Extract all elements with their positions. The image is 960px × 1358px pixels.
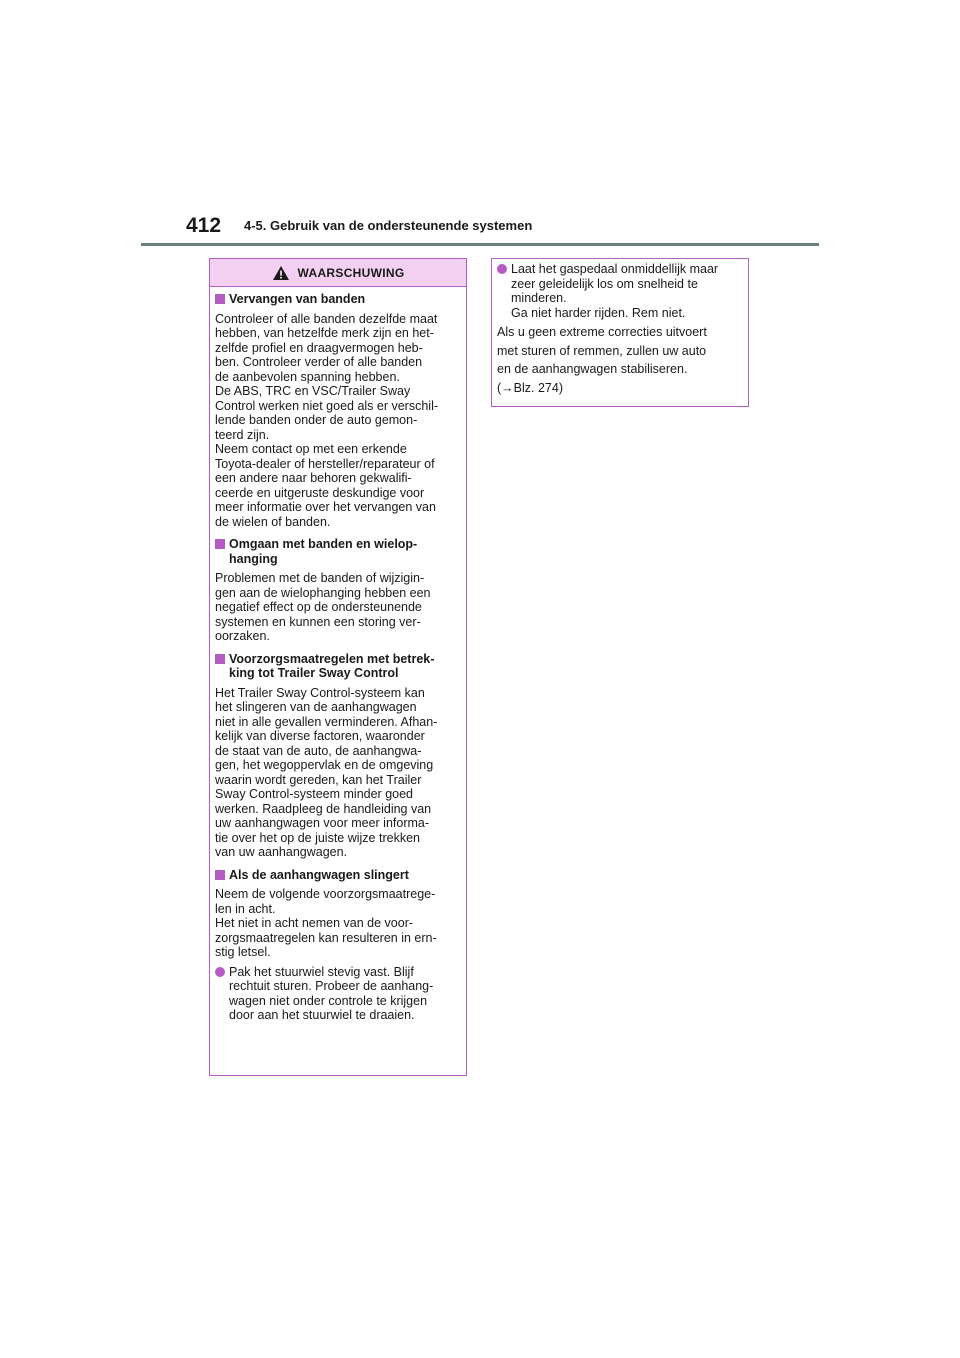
- header-divider: [141, 243, 819, 246]
- text-line: wagen niet onder controle te krijgen: [229, 993, 428, 1008]
- warning-triangle-icon: [272, 265, 290, 281]
- text-line: systemen en kunnen een storing ver-: [215, 614, 421, 629]
- section-body: [215, 887, 461, 960]
- text-line: Problemen met de banden of wijzigin-: [215, 571, 425, 585]
- text-line: Het niet in acht nemen van de voor-: [215, 916, 414, 930]
- round-bullet-icon: [497, 264, 507, 274]
- text-line: negatief effect op de ondersteunende: [215, 600, 422, 614]
- text-line: meer informatie over het vervangen van: [215, 500, 436, 514]
- text-line: Sway Control-systeem minder goed: [215, 787, 413, 801]
- text-line: kelijk van diverse factoren, waaronder: [215, 729, 425, 743]
- square-bullet-icon: [215, 654, 225, 664]
- text-line: de staat van de auto, de aanhangwa-: [215, 743, 422, 758]
- text-line: stig letsel.: [215, 945, 271, 959]
- text-line: minderen.: [511, 291, 567, 305]
- text-line: met sturen of remmen, zullen uw auto: [497, 343, 707, 358]
- text-line: De ABS, TRC en VSC/Trailer Sway: [215, 384, 411, 398]
- text-line: niet in alle gevallen verminderen. Afhan-: [215, 714, 438, 729]
- square-bullet-icon: [215, 870, 225, 880]
- warning-header: [210, 259, 466, 287]
- text-line: Controleer of alle banden dezelfde maat: [215, 311, 438, 326]
- text-line: uw aanhangwagen voor meer informa-: [215, 816, 430, 830]
- bullet-text: [229, 965, 433, 1023]
- section-heading: [215, 537, 461, 566]
- text-line: Pak het stuurwiel stevig vast. Blijf: [229, 964, 414, 979]
- text-line: Laat het gaspedaal onmiddellijk maar: [511, 262, 719, 276]
- section-heading-text: Als de aanhangwagen slingert: [229, 867, 409, 882]
- text-line: tie over het op de juiste wijze trekken: [215, 830, 420, 845]
- chapter-title: 4-5. Gebruik van de ondersteunende systemen: [244, 218, 533, 233]
- text-line: en de aanhangwagen stabiliseren.: [497, 362, 688, 376]
- section-heading: [215, 868, 461, 883]
- section-heading: [215, 292, 461, 307]
- text-line: zeer geleidelijk los om snelheid te: [511, 276, 698, 291]
- section-heading-text: Vervangen van banden: [229, 292, 366, 306]
- text-line: hebben, van hetzelfde merk zijn en het-: [215, 326, 434, 340]
- warning-continuation-box: [491, 258, 749, 407]
- text-line: van uw aanhangwagen.: [215, 845, 348, 859]
- text-line: Ga niet harder rijden. Rem niet.: [511, 305, 686, 320]
- text-line: lende banden onder de auto gemon-: [215, 413, 418, 427]
- heading-line: hanging: [229, 551, 278, 566]
- text-line: Control werken niet goed als er verschil-: [215, 398, 439, 413]
- warning-box: [209, 258, 467, 1076]
- text-line: len in acht.: [215, 901, 276, 916]
- text-line: waarin wordt gereden, kan het Trailer: [215, 772, 422, 787]
- section-heading: [215, 652, 461, 681]
- heading-line: king tot Trailer Sway Control: [229, 666, 399, 680]
- text-line: een andere naar behoren gekwalifi-: [215, 471, 412, 485]
- text-line: Neem de volgende voorzorgsmaatrege-: [215, 887, 436, 901]
- square-bullet-icon: [215, 539, 225, 549]
- text-line: door aan het stuurwiel te draaien.: [229, 1008, 415, 1022]
- page-reference-link[interactable]: (→Blz. 274): [497, 380, 563, 395]
- text-line: oorzaken.: [215, 629, 270, 643]
- page-number: 412: [186, 214, 222, 237]
- text-line: Het Trailer Sway Control-systeem kan: [215, 685, 425, 700]
- text-line: Toyota-dealer of hersteller/reparateur of: [215, 456, 435, 471]
- text-line: Neem contact op met een erkende: [215, 442, 407, 456]
- text-line: het slingeren van de aanhangwagen: [215, 700, 417, 714]
- text-line: Als u geen extreme correcties uitvoert: [497, 325, 707, 339]
- text-line: gen aan de wielophanging hebben een: [215, 585, 431, 600]
- bullet-text: [511, 262, 718, 320]
- text-line: de wielen of banden.: [215, 514, 331, 529]
- text-line: ceerde en uitgeruste deskundige voor: [215, 485, 425, 500]
- text-line: ben. Controleer verder of alle banden: [215, 355, 423, 369]
- warning-title: WAARSCHUWING: [297, 265, 405, 280]
- text-line: de aanbevolen spanning hebben.: [215, 369, 400, 384]
- text-line: rechtuit sturen. Probeer de aanhang-: [229, 979, 434, 993]
- section-body: [215, 686, 461, 860]
- heading-line: Voorzorgsmaatregelen met betrek-: [229, 651, 435, 666]
- section-heading-text: [229, 652, 434, 681]
- text-line: gen, het wegoppervlak en de omgeving: [215, 758, 434, 772]
- section-body: [215, 571, 461, 644]
- text-line: zorgsmaatregelen kan resulteren in ern-: [215, 930, 437, 945]
- warning-body: [210, 287, 466, 1023]
- section-heading-text: [229, 537, 417, 566]
- text-line: zelfde profiel en draagvermogen heb-: [215, 340, 423, 355]
- bullet-item: [497, 262, 743, 320]
- text-line: werken. Raadpleeg de handleiding van: [215, 801, 432, 816]
- round-bullet-icon: [215, 967, 225, 977]
- square-bullet-icon: [215, 294, 225, 304]
- text-line: teerd zijn.: [215, 427, 270, 442]
- bullet-item: [215, 965, 461, 1023]
- section-body: [215, 312, 461, 530]
- heading-line: Omgaan met banden en wielop-: [229, 537, 418, 551]
